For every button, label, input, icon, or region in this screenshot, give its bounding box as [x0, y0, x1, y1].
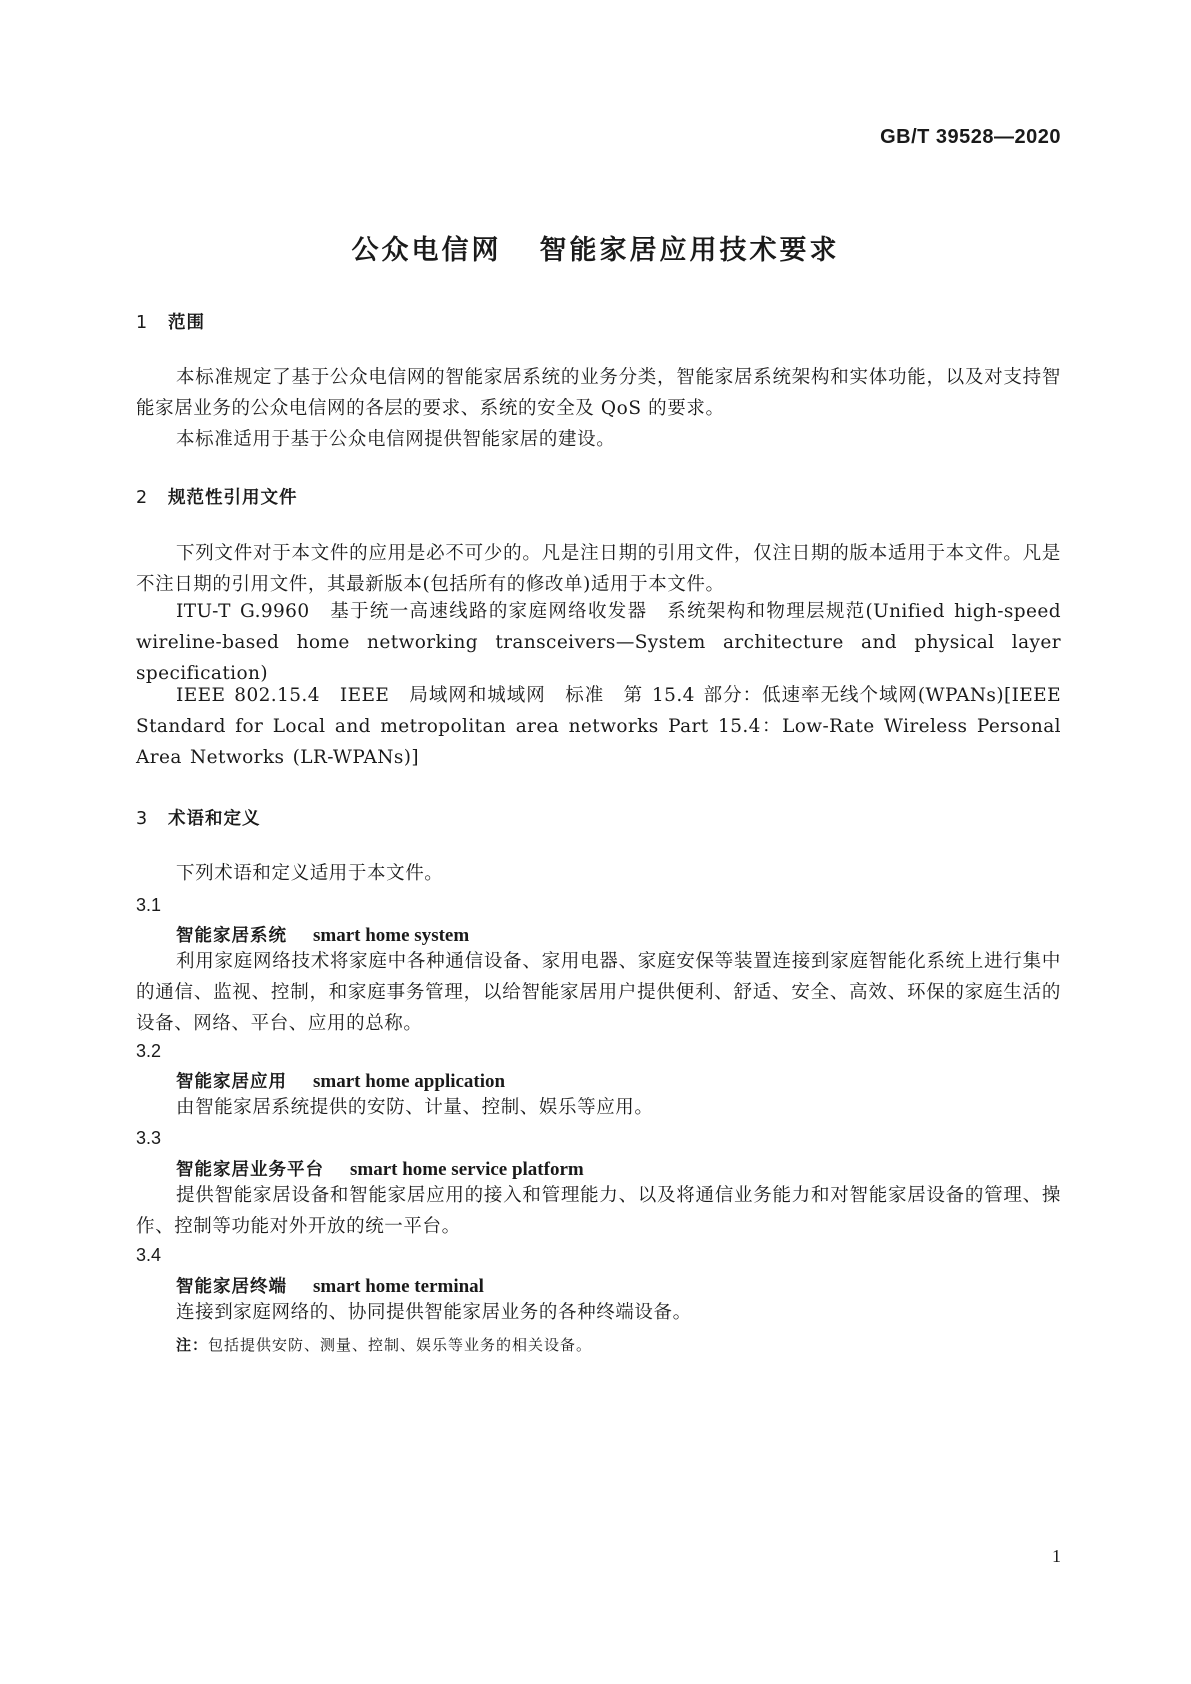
section-number: 1	[136, 313, 149, 333]
clause-number: 3.2	[136, 1041, 162, 1061]
reference-itu-t-g9960: ITU-T G.9960 基于统一高速线路的家庭网络收发器 系统架构和物理层规范(Unified high-speed wireline-based home networking transceivers—System architecture and physical layer specification)	[136, 601, 1061, 684]
term-note	[176, 1334, 592, 1355]
term-definition: 利用家庭网络技术将家庭中各种通信设备、家用电器、家庭安保等装置连接到家庭智能化系统上进行集中的通信、监视、控制，和家庭事务管理，以给智能家居用户提供便利、舒适、安全、高效、环保的家庭生活的设备、网络、平台、应用的总称。	[136, 951, 1061, 1034]
term-definition: 连接到家庭网络的、协同提供智能家居业务的各种终端设备。	[176, 1302, 692, 1323]
term-en: smart home terminal	[313, 1276, 484, 1297]
scope-paragraph-1: 本标准规定了基于公众电信网的智能家居系统的业务分类，智能家居系统架构和实体功能，以及对支持智能家居业务的公众电信网的各层的要求、系统的安全及 QoS 的要求。	[136, 367, 1061, 419]
note-label: 注：	[176, 1336, 209, 1354]
term-heading	[176, 922, 469, 947]
normative-refs-intro: 下列文件对于本文件的应用是必不可少的。凡是注日期的引用文件，仅注日期的版本适用于本文件。凡是不注日期的引用文件，其最新版本(包括所有的修改单)适用于本文件。	[136, 543, 1061, 595]
term-zh: 智能家居系统	[176, 926, 287, 946]
section-number: 3	[136, 809, 149, 829]
section-title: 范围	[168, 313, 205, 333]
term-en: smart home service platform	[350, 1159, 584, 1180]
reference-ieee-802-15-4: IEEE 802.15.4 IEEE 局域网和城域网 标准 第 15.4 部分：低速率无线个域网(WPANs)[IEEE Standard for Local and metropolitan area networks Part 15.4：Low-Rate Wireless Personal Area Networks (LR-WPANs)]	[136, 685, 1061, 768]
section-2-heading	[136, 484, 298, 509]
scope-paragraph-2: 本标准适用于基于公众电信网提供智能家居的建设。	[176, 429, 616, 450]
page-number: 1	[1052, 1546, 1061, 1566]
section-title: 规范性引用文件	[168, 488, 298, 508]
term-zh: 智能家居业务平台	[176, 1160, 324, 1180]
document-title	[0, 228, 1191, 267]
clause-number: 3.1	[136, 895, 162, 915]
section-title: 术语和定义	[168, 809, 261, 829]
section-number: 2	[136, 488, 149, 508]
section-3-heading	[136, 805, 261, 830]
term-en: smart home application	[313, 1071, 506, 1092]
section-1-heading	[136, 309, 205, 334]
term-heading	[176, 1273, 484, 1298]
terms-intro: 下列术语和定义适用于本文件。	[176, 863, 444, 884]
term-definition: 提供智能家居设备和智能家居应用的接入和管理能力、以及将通信业务能力和对智能家居设备的管理、操作、控制等功能对外开放的统一平台。	[136, 1185, 1061, 1237]
term-en: smart home system	[313, 925, 470, 946]
title-part-1: 公众电信网	[351, 235, 502, 266]
note-text: 包括提供安防、测量、控制、娱乐等业务的相关设备。	[208, 1336, 593, 1354]
term-heading	[176, 1156, 584, 1181]
term-heading	[176, 1068, 505, 1093]
term-definition: 由智能家居系统提供的安防、计量、控制、娱乐等应用。	[176, 1097, 654, 1118]
clause-number: 3.4	[136, 1245, 162, 1265]
clause-number: 3.3	[136, 1128, 162, 1148]
term-zh: 智能家居应用	[176, 1072, 287, 1092]
term-zh: 智能家居终端	[176, 1277, 287, 1297]
title-part-2: 智能家居应用技术要求	[539, 235, 840, 266]
standard-number: GB/T 39528—2020	[880, 126, 1061, 148]
